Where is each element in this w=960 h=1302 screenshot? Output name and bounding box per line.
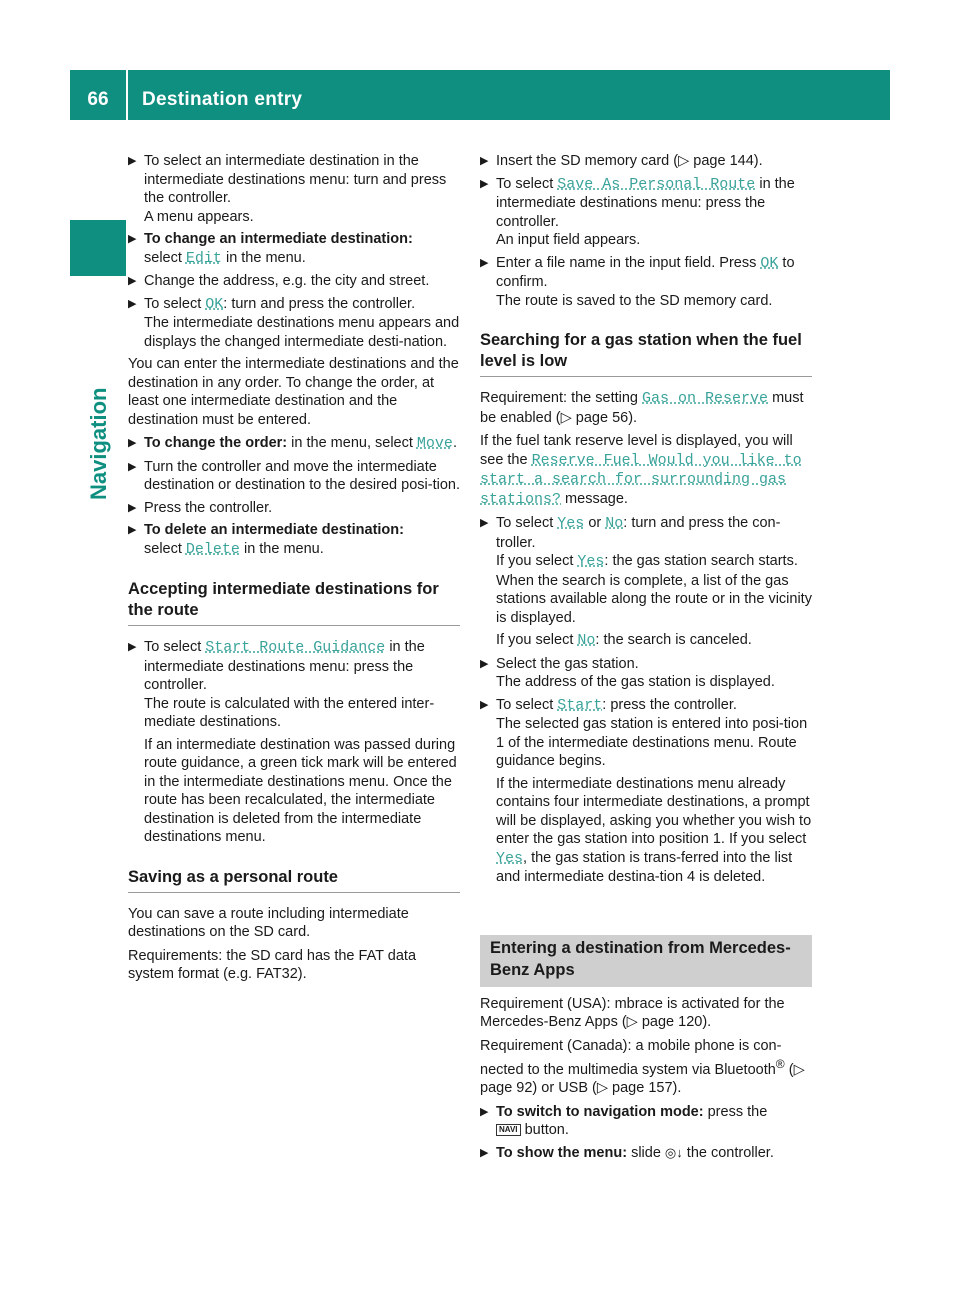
arrow-right-icon: ▶ [480, 177, 489, 190]
step: ▶ To change an intermediate destination: select Edit in the menu. [128, 231, 413, 267]
step: ▶ To select Start Route Guidance in the intermediate destinations menu: press the controller. The route is calculated with the entered inter-mediate destinations. If an intermediate destination was passed during route guidance, a green tick mark will be entered in the intermediate destinations menu. Once the route has been recalculated, the intermediate destination is deleted from the intermediate destinations menu. [128, 639, 457, 845]
arrow-right-icon: ▶ [480, 155, 489, 167]
side-tab-block [70, 220, 126, 276]
paragraph: You can enter the intermediate destinations and the destination in any order. To change the order, at least one intermediate destination and the destination must be entered. [128, 356, 459, 428]
step: ▶ Insert the SD memory card (▷ page 144). [480, 153, 763, 169]
arrow-right-icon: ▶ [480, 698, 489, 711]
menu-keyword: Edit [185, 249, 222, 267]
menu-keyword: Gas on Reserve [642, 390, 769, 407]
section-heading: Searching for a gas station when the fuel level is low [480, 330, 812, 377]
step: ▶ To select Save As Personal Route in the intermediate destinations menu: press the controller. An input field appears. [480, 175, 795, 248]
controller-slide-icon: ◎↓ [664, 1144, 683, 1160]
arrow-right-icon: ▶ [128, 233, 137, 245]
right-column [480, 152, 812, 1166]
step: ▶ To select Yes or No: turn and press the con-troller. If you select Yes: the gas station search starts. When the search is complete, a list of the gas stations available along the route or in the vicinity is displayed. If you select No: the search is canceled. [480, 515, 812, 649]
arrow-right-icon: ▶ [480, 1105, 489, 1118]
arrow-right-icon: ▶ [480, 517, 489, 529]
menu-keyword: Yes [557, 515, 585, 532]
header-divider [126, 70, 128, 120]
menu-keyword: No [577, 632, 596, 649]
paragraph: Requirement (Canada): a mobile phone is con-nected to the multimedia system via Bluetooth® (▷ page 92) or USB (▷ page 157). [480, 1037, 805, 1097]
step: ▶ To change the order: in the menu, select Move. [128, 435, 457, 452]
arrow-right-icon: ▶ [480, 657, 489, 670]
page-title: Destination entry [142, 89, 303, 110]
arrow-right-icon: ▶ [128, 460, 137, 473]
step: ▶ To delete an intermediate destination: select Delete in the menu. [128, 522, 404, 558]
page-number: 66 [87, 89, 109, 110]
side-tab-label: Navigation [86, 387, 111, 500]
menu-keyword: Start Route Guidance [205, 639, 386, 656]
paragraph: Requirement: the setting Gas on Reserve must be enabled (▷ page 56). [480, 390, 804, 426]
step: ▶ Turn the controller and move the intermediate destination or destination to the desired posi-tion. [128, 458, 460, 493]
step: ▶ Select the gas station. The address of the gas station is displayed. [480, 655, 775, 690]
step: ▶ To show the menu: slide ◎↓ the controller. [480, 1144, 774, 1161]
arrow-right-icon: ▶ [128, 524, 137, 536]
step: ▶ To select an intermediate destination in the intermediate destinations menu: turn and press the controller. A menu appears. [128, 153, 447, 225]
menu-keyword: OK [205, 295, 224, 313]
menu-keyword: Save As Personal Route [557, 175, 756, 193]
menu-keyword: OK [760, 254, 779, 272]
paragraph: If the fuel tank reserve level is displayed, you will see the Reserve Fuel Would you like to start a search for surrounding gas stations? message. [480, 433, 802, 508]
left-column [128, 152, 460, 989]
paragraph: Requirement (USA): mbrace is activated for the Mercedes-Benz Apps (▷ page 120). [480, 995, 785, 1030]
step: ▶ Enter a file name in the input field. Press OK to confirm. The route is saved to the SD memory card. [480, 254, 795, 309]
arrow-right-icon: ▶ [128, 641, 137, 653]
menu-keyword: Yes [496, 849, 524, 867]
section-heading-box: Entering a destination from Mercedes-Benz Apps [480, 935, 812, 987]
message-keyword: Reserve Fuel Would you like to start a search for surrounding gas stations? [480, 451, 802, 508]
arrow-right-icon: ▶ [128, 297, 137, 310]
navi-key-icon: NAVI [496, 1124, 521, 1136]
step: ▶ To select Start: press the controller. The selected gas station is entered into posi-tion 1 of the intermediate destinations menu. Route guidance begins. If the intermediate destinations menu already contains four intermediate destinations, a prompt will be displayed, asking you whether you wish to enter the gas station into position 1. If you select Yes, the gas station is trans-ferred into the list and intermediate destina-tion 4 is deleted. [480, 696, 812, 885]
section-heading: Accepting intermediate destinations for the route [128, 579, 460, 626]
step: ▶ To switch to navigation mode: press the NAVI button. [480, 1103, 768, 1139]
arrow-right-icon: ▶ [128, 501, 137, 514]
step: ▶ Change the address, e.g. the city and street. [128, 273, 430, 289]
arrow-right-icon: ▶ [128, 275, 137, 287]
arrow-right-icon: ▶ [128, 437, 137, 449]
step: ▶ Press the controller. [128, 499, 273, 516]
arrow-right-icon: ▶ [128, 155, 137, 167]
menu-keyword: Move [416, 435, 453, 452]
arrow-right-icon: ▶ [480, 1146, 489, 1159]
menu-keyword: Delete [185, 540, 240, 558]
section-heading: Saving as a personal route [128, 867, 460, 893]
menu-keyword: Yes [577, 553, 605, 570]
arrow-right-icon: ▶ [480, 256, 489, 269]
step: ▶ To select OK: turn and press the controller. The intermediate destinations menu appears and displays the changed intermediate desti-nation. [128, 295, 460, 350]
paragraph: Requirements: the SD card has the FAT data system format (e.g. FAT32). [128, 947, 417, 982]
menu-keyword: Start [557, 696, 603, 714]
menu-keyword: No [605, 515, 624, 532]
paragraph: You can save a route including intermediate destinations on the SD card. [128, 905, 409, 940]
